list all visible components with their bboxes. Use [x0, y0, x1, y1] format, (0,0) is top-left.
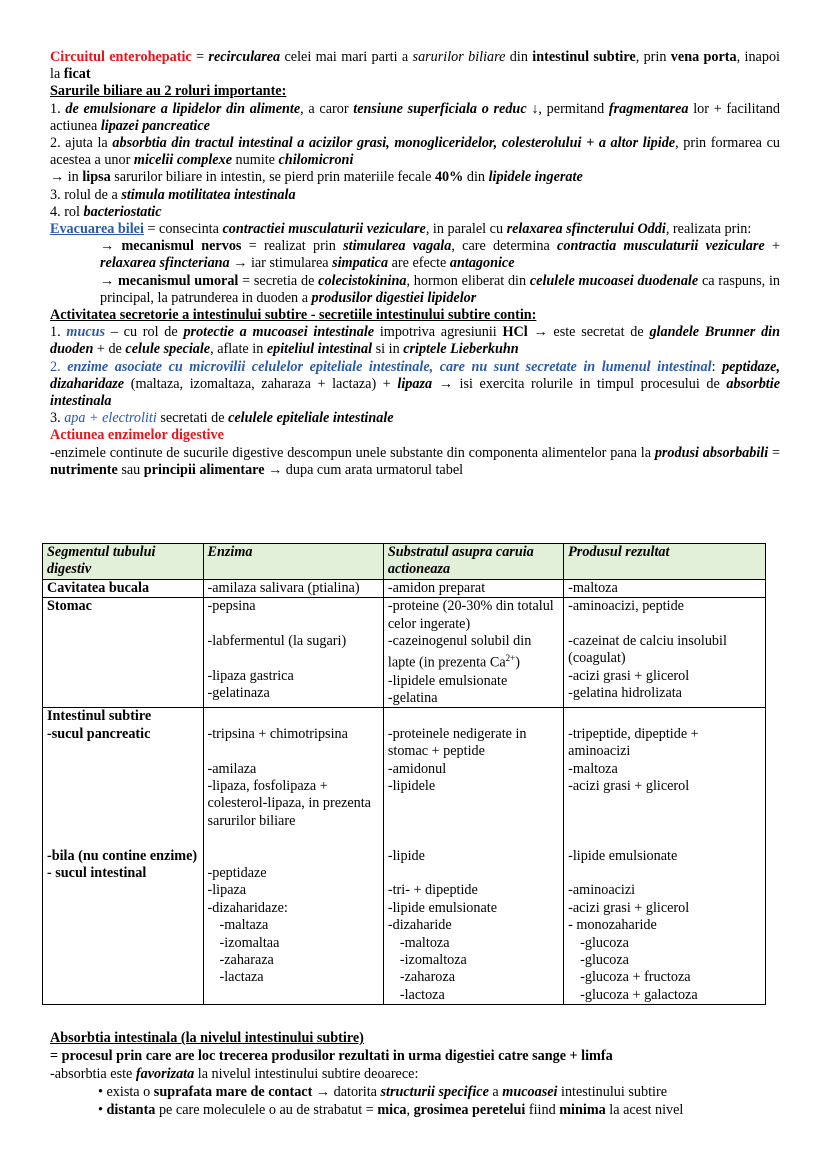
table-header-row: [43, 544, 766, 580]
table-row: [43, 708, 766, 1005]
evacuation-paragraph: Evacuarea bilei = consecinta contractiei musculaturii veziculare, in paralel cu relaxarea sfincterului Oddi, realizata prin:: [50, 221, 752, 238]
absorption-definition: = procesul prin care are loc trecerea produsilor rezultati in urma digestiei catre sange + limfa: [50, 1048, 613, 1064]
list-item: • exista o suprafata mare de contact → datorita structurii specifice a mucoasei intestinului subtire: [98, 1084, 668, 1100]
header-substrate: Substratul asupra caruia actioneaza: [383, 544, 563, 580]
digestive-enzymes-table: [42, 543, 766, 1005]
intestine-products: -tripeptide, dipeptide + aminoacizi -maltoza -acizi grasi + glicerol -lipide emulsionate -aminoacizi -acizi grasi + glicerol - monozaharide -glucoza -glucoza -glucoza + fructoza -glucoza + galactoza: [564, 708, 766, 1005]
stomach-substrates: -proteine (20-30% din totalul celor ingerate) -cazeinogenul solubil din lapte (in prezenta $Ca^{2+}$) -lipidele emulsionate -gelatina: [383, 598, 563, 708]
stomach-enzymes: -pepsina -labfermentul (la sugari) -lipaza gastrica -gelatinaza: [203, 598, 383, 708]
role-2: 2. ajuta la absorbtia din tractul intestinal a acizilor grasi, monogliceridelor, colesterolului + a altor lipide, prin formarea cu acestea a unor micelii complexe numite chilomicroni: [50, 135, 780, 169]
intestine-enzymes: -tripsina + chimotripsina -amilaza -lipaza, fosfolipaza + colesterol-lipaza, in prezenta sarurilor biliare -peptidaze -lipaza -dizaharidaze: -maltaza -izomaltaa -zaharaza -lactaza: [203, 708, 383, 1005]
role-1: 1. de emulsionare a lipidelor din alimente, a caror tensiune superficiala o reduc ↓, permitand fragmentarea lor + facilitand actiunea lipazei pancreatice: [50, 100, 780, 134]
intestine-substrates: -proteinele nedigerate in stomac + peptide -amidonul -lipidele -lipide -tri- + dipeptide -lipide emulsionate -dizaharide -maltoza -izomaltoza -zaharoza -lactoza: [383, 708, 563, 1005]
enterohepatic-title: Circuitul enterohepatic: [50, 49, 192, 65]
evacuation-title: Evacuarea bilei: [50, 221, 144, 238]
roles-heading: Sarurile biliare au 2 roluri importante:: [50, 83, 287, 100]
absorption-favored: -absorbtia este favorizata la nivelul intestinului subtire deoarece:: [50, 1066, 419, 1082]
enzymes-paragraph: -enzimele continute de sucurile digestive descompun unele substante din componenta alimentelor pana la produsi absorbabili = nutrimente sau principii alimentare → dupa cum arata urmatorul tabel: [50, 444, 780, 478]
humoral-mechanism: → mecanismul umoral = secretia de colecistokinina, hormon eliberat din celulele mucoasei duodenale ca raspuns, in principal, la patrunderea in duoden a produsilor digestiei lipidelor: [100, 272, 780, 306]
absorption-section: [50, 1029, 780, 1119]
nervous-mechanism: → mecanismul nervos = realizat prin stimularea vagala, care determina contractia musculaturii veziculare + relaxarea sfincteriana → iar stimularea simpatica are efecte antagonice: [100, 238, 780, 272]
table-row: Cavitatea bucala -amilaza salivara (ptialina) -amidon preparat -maltoza: [43, 579, 766, 597]
absorption-heading: Absorbtia intestinala (la nivelul intestinului subtire): [50, 1030, 364, 1046]
document-text: [50, 49, 780, 479]
header-segment: Segmentul tubului digestiv: [43, 544, 204, 580]
list-item: • distanta pe care moleculele o au de strabatut = mica, grosimea peretelui fiind minima la acest nivel: [98, 1102, 684, 1118]
header-enzyme: Enzima: [203, 544, 383, 580]
digestive-enzymes-table-wrap: [42, 543, 766, 1005]
intestine-segments: Intestinul subtire -sucul pancreatic -bila (nu contine enzime) - sucul intestinal: [43, 708, 204, 1005]
role-4: 4. rol bacteriostatic: [50, 203, 162, 220]
secretion-2: 2. enzime asociate cu microvilii celulelor epiteliale intestinale, care nu sunt secretate in lumenul intestinal: peptidaze, dizaharidaze (maltaza, izomaltaza, zaharaza + lactaza) + lipaza → isi exercita rolurile in timpul procesului de absorbtie intestinala: [50, 358, 780, 410]
secretion-1: 1. mucus – cu rol de protectie a mucoasei intestinale impotriva agresiunii HCl → este secretat de glandele Brunner din duoden + de celule speciale, aflate in epiteliul intestinal si in criptele Lieberkuhn: [50, 324, 781, 358]
secretion-heading: Activitatea secretorie a intestinului subtire - secretiile intestinului subtire contin:: [50, 307, 537, 324]
stomach-products: -aminoacizi, peptide -cazeinat de calciu insolubil (coagulat) -acizi grasi + glicerol -gelatina hidrolizata: [564, 598, 766, 708]
enzymes-heading: Actiunea enzimelor digestive: [50, 427, 224, 444]
role-3: 3. rolul de a stimula motilitatea intestinala: [50, 186, 296, 203]
secretion-3: 3. apa + electroliti secretati de celulele epiteliale intestinale: [50, 410, 394, 427]
role-2-note: → in lipsa sarurilor biliare in intestin, se pierd prin materiile fecale 40% din lipidele ingerate: [50, 169, 583, 186]
header-product: Produsul rezultat: [564, 544, 766, 580]
enterohepatic-paragraph: Circuitul enterohepatic = recircularea celei mai mari parti a sarurilor biliare din intestinul subtire, prin vena porta, inapoi la ficat: [50, 49, 780, 83]
table-row: Stomac -pepsina -labfermentul (la sugari) -lipaza gastrica -gelatinaza -proteine (20-30% din totalul celor ingerate) -cazeinogenul solubil din lapte (in prezenta $Ca^{2+}$) -lipidele emulsionate -gelatina -aminoacizi, peptide -cazeinat de calciu insolubil (coagulat) -acizi grasi + glicerol -gelatina hidrolizata: [43, 598, 766, 708]
